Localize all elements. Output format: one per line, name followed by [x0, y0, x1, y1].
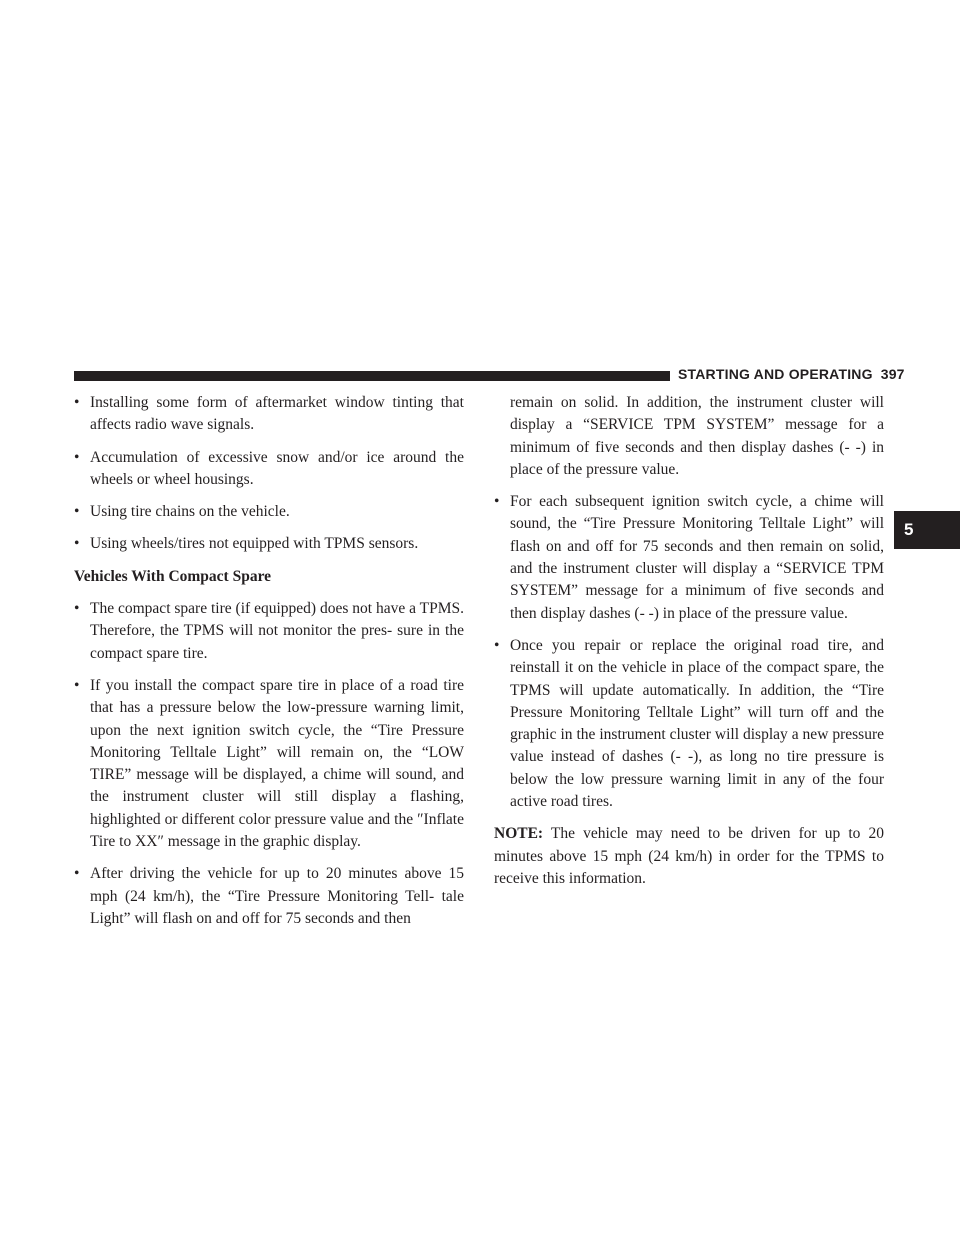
bullet-glyph: • — [74, 394, 80, 411]
bullet-glyph: • — [494, 493, 500, 511]
page-number: 397 — [880, 366, 905, 382]
section-subheading: Vehicles With Compact Spare — [74, 567, 272, 585]
bullet-glyph: • — [74, 676, 80, 694]
bullet-glyph: • — [74, 535, 80, 553]
continued-paragraph: remain on solid. In addition, the instrument cluster will display a “SERVICE TPM SYSTEM” message for a minimum of five seconds and then display dashes (- -) in place of the pressure value. — [510, 394, 884, 478]
list-item: • Using tire chains on the vehicle. — [74, 501, 464, 523]
note-text: The vehicle may need to be driven for up to 20 minutes above 15 mph (24 km/h) in order for the TPMS to receive this information. — [494, 825, 884, 887]
list-item: • The compact spare tire (if equipped) does not have a TPMS. Therefore, the TPMS will not monitor the pres- sure in the compact spare tire. — [74, 600, 464, 662]
note-label: NOTE: — [494, 825, 544, 843]
list-item: • Installing some form of aftermarket window tinting that affects radio wave signals. — [74, 394, 464, 434]
list-item: • After driving the vehicle for up to 20 minutes above 15 mph (24 km/h), the “Tire Pressure Monitoring Tell- tale Light” will flash on and off for 75 seconds and then — [74, 865, 464, 927]
list-item: • Once you repair or replace the original road tire, and reinstall it on the vehicle in place of the compact spare, the TPMS will update automatically. In addition, the “Tire Pressure Monitoring Telltale Light” will turn off and the graphic in the instrument cluster will display a new pressure value instead of dashes (- -), as long no tire pressure is below the low pressure warning limit in any of the four active road tires. — [494, 636, 884, 811]
running-header — [678, 366, 905, 382]
list-item: • If you install the compact spare tire in place of a road tire that has a pressure below the low-pressure warning limit, upon the next ignition switch cycle, the “Tire Pressure Monitoring Telltale Light” will remain on, the “LOW TIRE” message will be displayed, a chime will sound, and the instrument cluster will still display a flashing, highlighted or different color pressure value and the ″Inflate Tire to XX″ message in the graphic display. — [74, 676, 464, 851]
bullet-glyph: • — [74, 503, 80, 521]
right-column — [494, 392, 884, 890]
section-title: STARTING AND OPERATING — [678, 366, 873, 382]
bullet-glyph: • — [494, 636, 500, 654]
note-paragraph — [494, 823, 884, 890]
list-item: • Accumulation of excessive snow and/or ice around the wheels or wheel housings. — [74, 448, 464, 488]
bullet-glyph: • — [74, 448, 80, 466]
list-item: • Using wheels/tires not equipped with TPMS sensors. — [74, 533, 464, 555]
header-rule — [74, 371, 670, 381]
chapter-tab: 5 — [894, 511, 960, 549]
list-item: • For each subsequent ignition switch cycle, a chime will sound, the “Tire Pressure Monitoring Telltale Light” will flash on and off for 75 seconds and then remain on solid, and the instrument cluster will display a “SERVICE TPM SYSTEM” message for a minimum of five seconds and then display dashes (- -) in place of the pressure value. — [494, 493, 884, 622]
left-column — [74, 392, 464, 940]
bullet-glyph: • — [74, 865, 80, 883]
bullet-glyph: • — [74, 600, 80, 618]
